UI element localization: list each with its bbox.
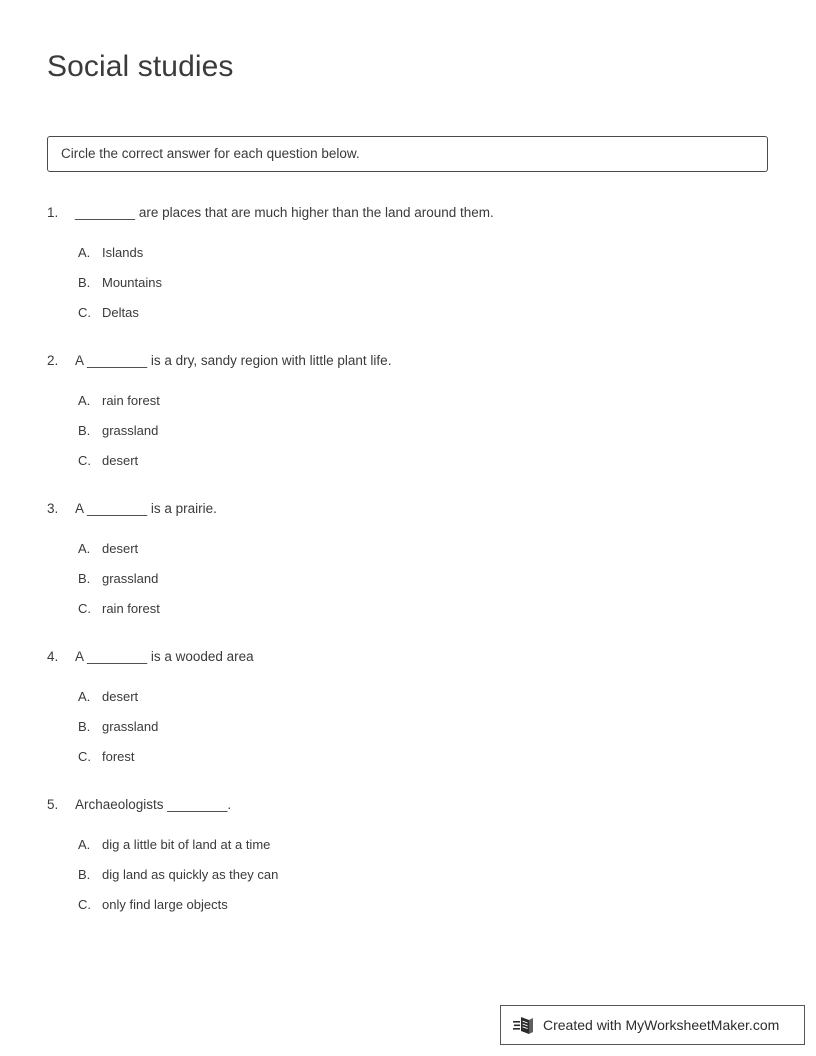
option-text: desert [102, 689, 139, 704]
question-text: A ________ is a prairie. [75, 501, 217, 516]
question-block [0, 203, 816, 333]
answer-option[interactable] [0, 451, 816, 481]
option-letter: A. [78, 245, 91, 260]
option-text: rain forest [102, 393, 160, 408]
option-text: grassland [102, 571, 159, 586]
answer-option[interactable] [0, 835, 816, 865]
question-text: Archaeologists ________. [75, 797, 232, 812]
option-list [0, 243, 816, 333]
option-text: desert [102, 453, 139, 468]
question-block [0, 351, 816, 481]
option-letter: B. [78, 423, 91, 438]
answer-option[interactable] [0, 747, 816, 777]
question-text: A ________ is a dry, sandy region with little plant life. [75, 353, 392, 368]
question-prompt-row [0, 351, 816, 371]
question-number: 2. [47, 353, 59, 368]
answer-option[interactable] [0, 421, 816, 451]
option-letter: C. [78, 601, 91, 616]
option-text: Islands [102, 245, 144, 260]
answer-option[interactable] [0, 599, 816, 629]
answer-option[interactable] [0, 569, 816, 599]
question-prompt-row [0, 647, 816, 667]
question-number: 4. [47, 649, 59, 664]
option-letter: B. [78, 867, 91, 882]
option-text: desert [102, 541, 139, 556]
instruction-text: Circle the correct answer for each question below. [61, 146, 360, 161]
question-prompt-row [0, 795, 816, 815]
option-text: forest [102, 749, 135, 764]
answer-option[interactable] [0, 895, 816, 925]
option-letter: C. [78, 749, 91, 764]
option-letter: C. [78, 897, 91, 912]
option-list [0, 539, 816, 629]
question-block [0, 647, 816, 777]
question-text: A ________ is a wooded area [75, 649, 254, 664]
footer-badge-text: Created with MyWorksheetMaker.com [543, 1017, 780, 1033]
option-letter: B. [78, 719, 91, 734]
option-text: rain forest [102, 601, 160, 616]
option-text: only find large objects [102, 897, 228, 912]
option-list [0, 391, 816, 481]
answer-option[interactable] [0, 687, 816, 717]
option-text: dig land as quickly as they can [102, 867, 279, 882]
answer-option[interactable] [0, 717, 816, 747]
option-text: grassland [102, 423, 159, 438]
page-title: Social studies [47, 50, 234, 83]
option-letter: A. [78, 837, 91, 852]
option-letter: C. [78, 453, 91, 468]
answer-option[interactable] [0, 303, 816, 333]
option-letter: B. [78, 275, 91, 290]
option-text: Deltas [102, 305, 139, 320]
instruction-box [47, 136, 768, 172]
question-prompt-row [0, 203, 816, 223]
answer-option[interactable] [0, 391, 816, 421]
question-prompt-row [0, 499, 816, 519]
question-number: 5. [47, 797, 59, 812]
question-block [0, 795, 816, 925]
option-text: dig a little bit of land at a time [102, 837, 271, 852]
footer-badge[interactable] [500, 1005, 805, 1045]
question-block [0, 499, 816, 629]
answer-option[interactable] [0, 539, 816, 569]
answer-option[interactable] [0, 243, 816, 273]
option-list [0, 687, 816, 777]
option-list [0, 835, 816, 925]
option-letter: C. [78, 305, 91, 320]
answer-option[interactable] [0, 273, 816, 303]
worksheet-maker-flag-icon [513, 1013, 535, 1037]
option-text: Mountains [102, 275, 162, 290]
option-letter: A. [78, 689, 91, 704]
option-letter: B. [78, 571, 91, 586]
question-number: 1. [47, 205, 59, 220]
question-number: 3. [47, 501, 59, 516]
question-list [0, 203, 816, 943]
option-letter: A. [78, 393, 91, 408]
option-text: grassland [102, 719, 159, 734]
option-letter: A. [78, 541, 91, 556]
answer-option[interactable] [0, 865, 816, 895]
question-text: ________ are places that are much higher than the land around them. [75, 205, 494, 220]
